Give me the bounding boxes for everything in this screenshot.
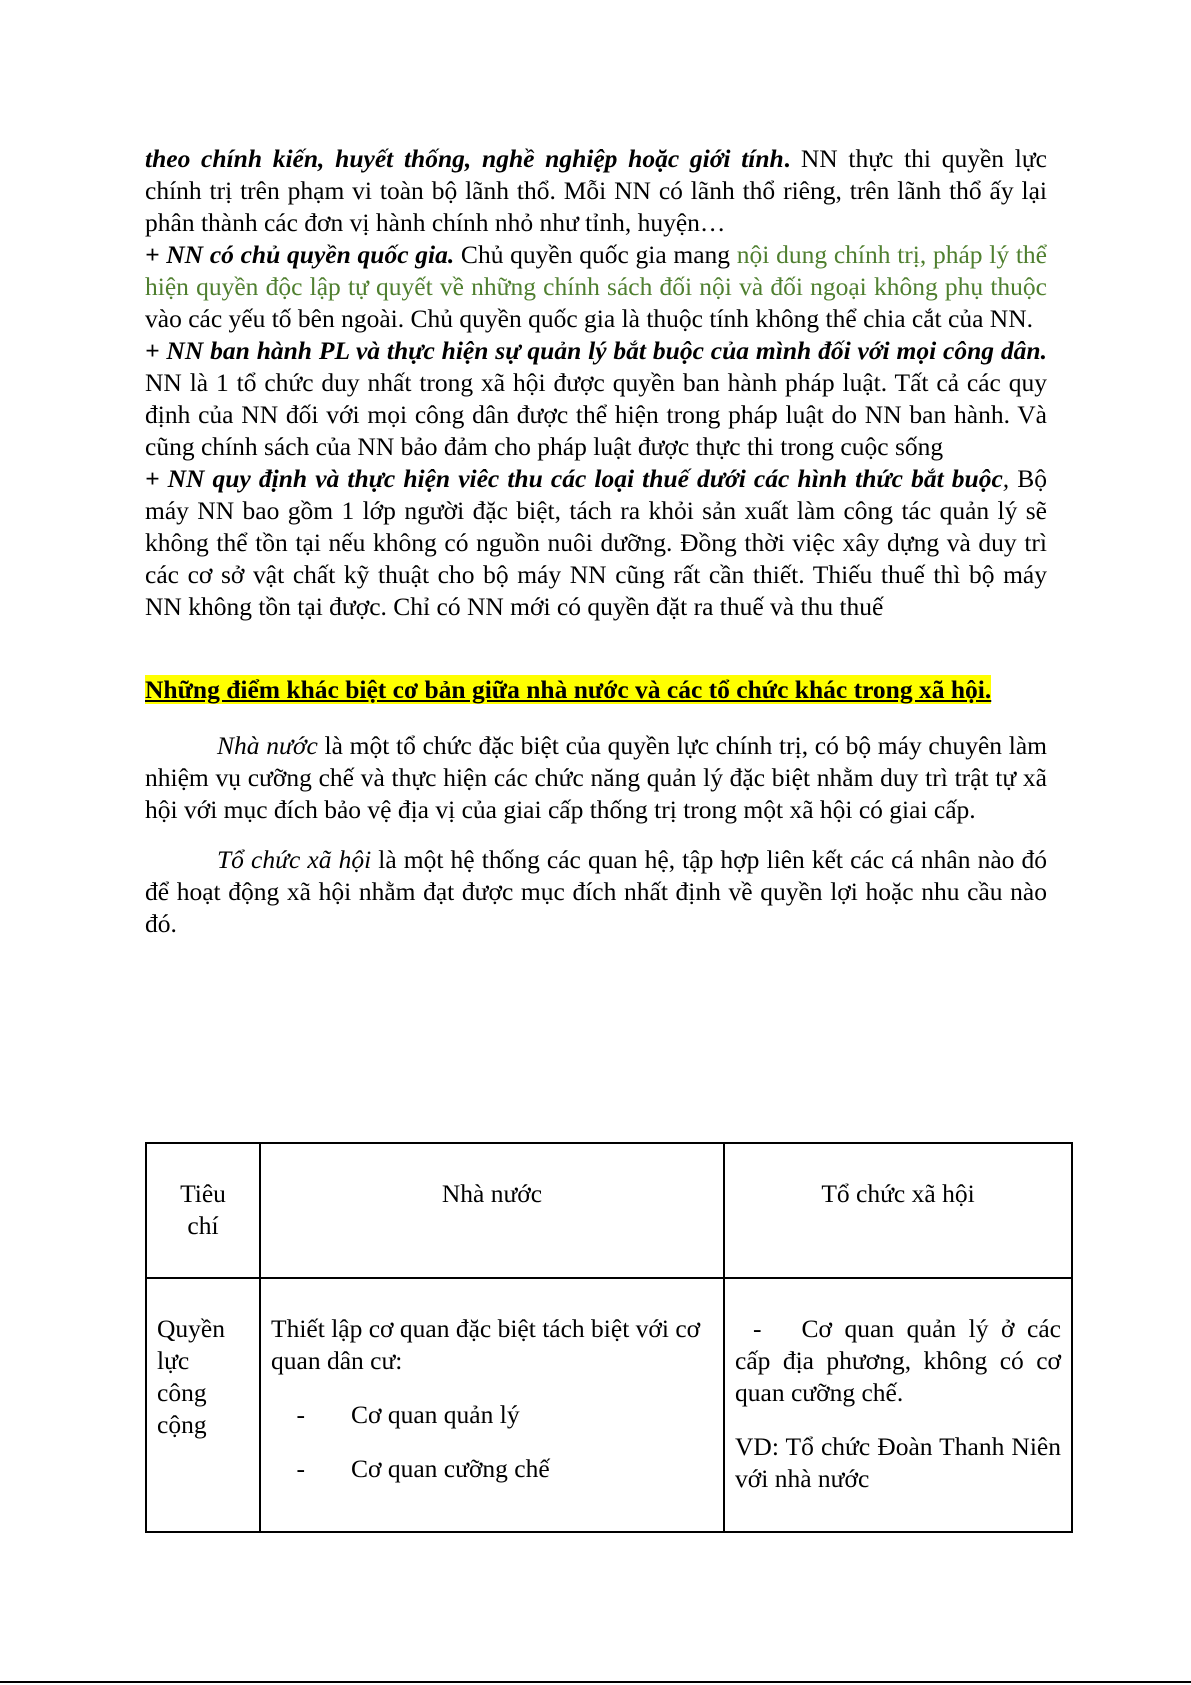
list-item: - Cơ quan cưỡng chế (296, 1454, 550, 1483)
social-org-cell (724, 1278, 1072, 1532)
table-header-row (146, 1143, 1072, 1278)
header-cell-criterion: Tiêu chí (146, 1143, 260, 1278)
header-cell-state: Nhà nước (260, 1143, 724, 1278)
state-intro: Thiết lập cơ quan đặc biệt tách biệt với cơ quan dân cư: (271, 1314, 701, 1375)
green-text: nội dung chính trị, pháp lý thể hiện quyền độc lập tự quyết về những chính sách đối nội và đối ngoại không phụ thuộc (145, 240, 1047, 301)
org-item: - Cơ quan quản lý ở các cấp địa phương, không có cơ quan cưỡng chế. (735, 1314, 1061, 1407)
criterion-cell: Quyền lực công cộng (146, 1278, 260, 1532)
state-cell (260, 1278, 724, 1532)
paragraph-territory: theo chính kiến, huyết thống, nghề nghiệp hoặc giới tính. NN thực thi quyền lực chính trị trên phạm vi toàn bộ lãnh thổ. Mỗi NN có lãnh thổ riêng, trên lãnh thổ ấy lại phân thành các đơn vị hành chính nhỏ như tỉnh, huyện… (145, 144, 1048, 237)
bold-phrase: + NN ban hành PL và thực hiện sự quản lý bắt buộc của mình đối với mọi công dân. (145, 336, 1047, 365)
header-cell-social-org: Tổ chức xã hội (724, 1143, 1072, 1278)
bold-phrase: + NN có chủ quyền quốc gia. (145, 240, 455, 269)
definition-state: Nhà nước là một tổ chức đặc biệt của quyền lực chính trị, có bộ máy chuyên làm nhiệm vụ cưỡng chế và thực hiện các chức năng quản lý đặc biệt nhằm duy trì trật tự xã hội với mục đích bảo vệ địa vị của giai cấp thống trị trong một xã hội có giai cấp. (145, 731, 1047, 824)
definition-social-org: Tổ chức xã hội là một hệ thống các quan hệ, tập hợp liên kết các cá nhân nào đó để hoạt động xã hội nhằm đạt được mục đích nhất định về quyền lợi hoặc nhu cầu nào đó. (145, 845, 1047, 938)
section-heading: Những điểm khác biệt cơ bản giữa nhà nước và các tổ chức khác trong xã hội. (145, 675, 992, 704)
org-example: VD: Tổ chức Đoàn Thanh Niên với nhà nước (735, 1432, 1061, 1493)
page-bottom-rule (0, 1681, 1191, 1683)
table-row (146, 1278, 1072, 1532)
term-social-org: Tổ chức xã hội (217, 845, 372, 874)
paragraph-sovereignty: + NN có chủ quyền quốc gia. Chủ quyền quốc gia mang nội dung chính trị, pháp lý thể hiện quyền độc lập tự quyết về những chính sách đối nội và đối ngoại không phụ thuộc vào các yếu tố bên ngoài. Chủ quyền quốc gia là thuộc tính không thể chia cắt của NN. (145, 240, 1047, 333)
paragraph-tax: + NN quy định và thực hiện viêc thu các loại thuế dưới các hình thức bắt buộc, Bộ máy NN bao gồm 1 lớp người đặc biệt, tách ra khỏi sản xuất làm công tác quản lý sẽ không thể tồn tại nếu không có nguồn nuôi dưỡng. Đồng thời việc xây dựng và duy trì các cơ sở vật chất kỹ thuật cho bộ máy NN cũng rất cần thiết. Thiếu thuế thì bộ máy NN không tồn tại được. Chỉ có NN mới có quyền đặt ra thuế và thu thuế (145, 464, 1047, 621)
list-item: - Cơ quan quản lý (296, 1400, 520, 1429)
comparison-table (145, 1142, 1073, 1533)
document-page (145, 143, 1061, 1493)
term-state: Nhà nước (217, 731, 318, 760)
paragraph-law: + NN ban hành PL và thực hiện sự quản lý bắt buộc của mình đối với mọi công dân. NN là 1 tổ chức duy nhất trong xã hội được quyền ban hành pháp luật. Tất cả các quy định của NN đối với mọi công dân được thể hiện trong pháp luật do NN ban hành. Và cũng chính sách của NN bảo đảm cho pháp luật được thực thi trong cuộc sống (145, 336, 1047, 461)
bold-phrase: + NN quy định và thực hiện viêc thu các loại thuế dưới các hình thức bắt buộc (145, 464, 1003, 493)
bold-phrase: theo chính kiến, huyết thống, nghề nghiệp hoặc giới tính (145, 144, 784, 173)
